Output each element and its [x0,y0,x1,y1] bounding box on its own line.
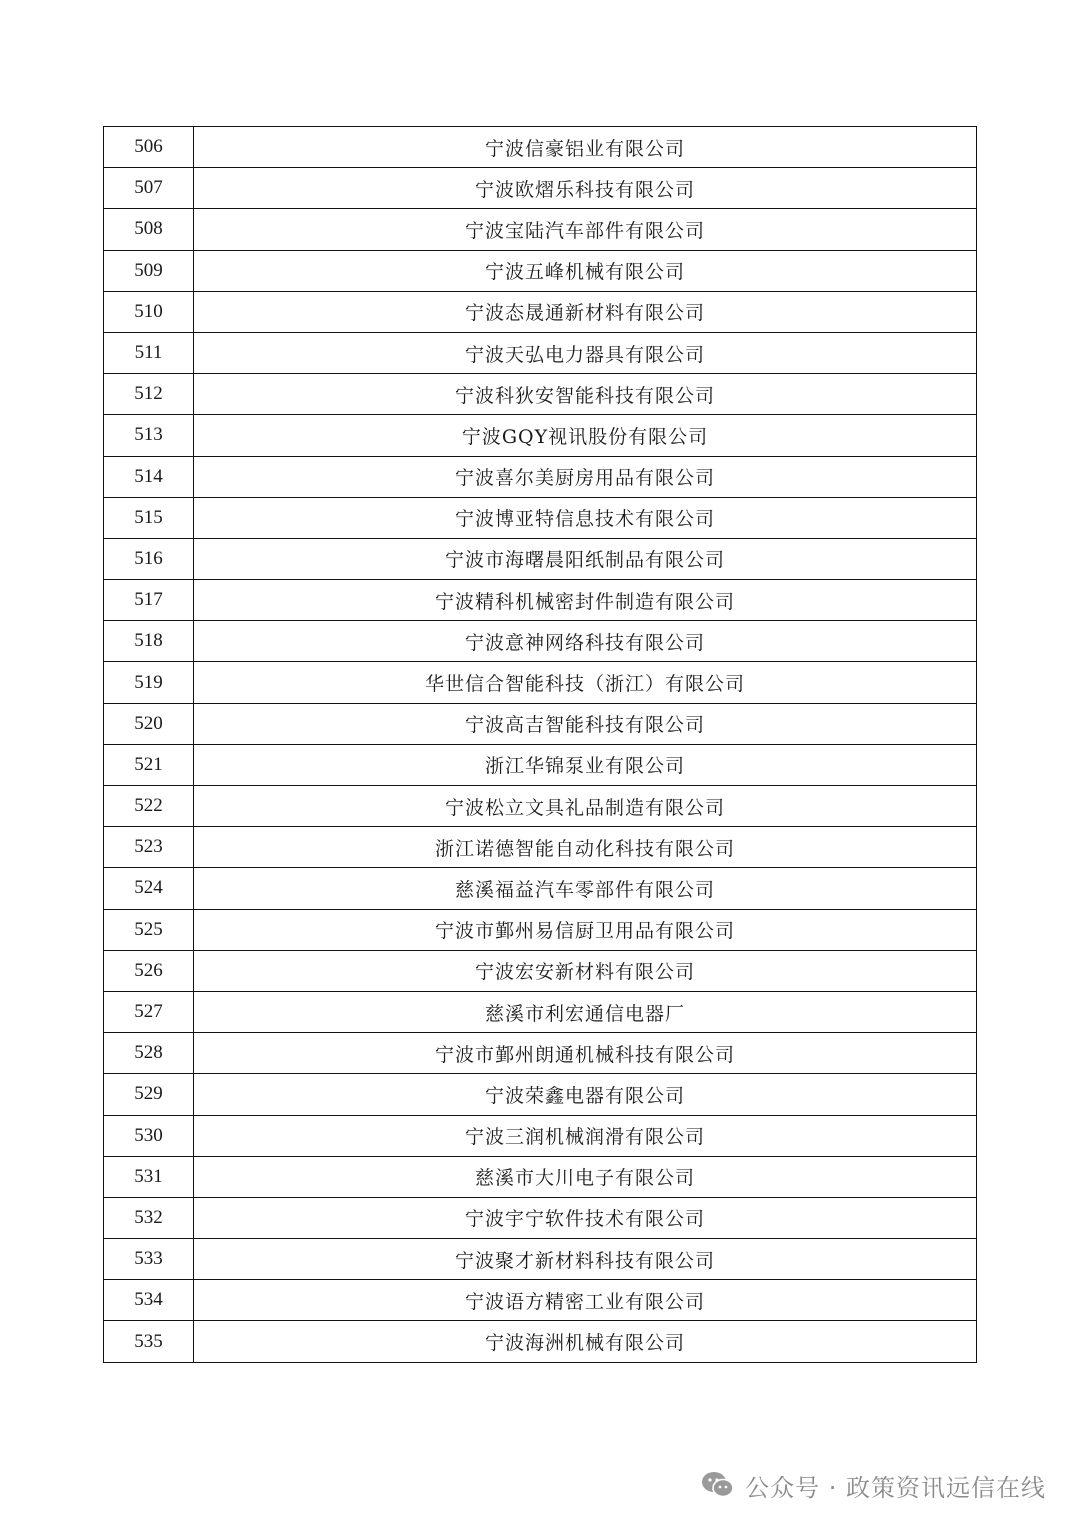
table-row [104,827,977,868]
row-number: 527 [104,991,194,1032]
company-name: 慈溪市大川电子有限公司 [194,1156,977,1197]
table-row [104,580,977,621]
table-row [104,868,977,909]
row-number: 535 [104,1321,194,1362]
table-row [104,168,977,209]
row-number: 531 [104,1156,194,1197]
company-name: 宁波三润机械润滑有限公司 [194,1115,977,1156]
table-row [104,786,977,827]
company-name: 宁波欧熠乐科技有限公司 [194,168,977,209]
table-row [104,1321,977,1362]
table-row [104,127,977,168]
table-row [104,1033,977,1074]
table-row [104,1280,977,1321]
company-name: 宁波宇宁软件技术有限公司 [194,1197,977,1238]
row-number: 513 [104,415,194,456]
company-name: 宁波意神网络科技有限公司 [194,621,977,662]
row-number: 511 [104,332,194,373]
company-name: 宁波天弘电力器具有限公司 [194,332,977,373]
table-row [104,950,977,991]
table-row [104,1074,977,1115]
company-name: 宁波喜尔美厨房用品有限公司 [194,456,977,497]
company-name: 宁波信豪铝业有限公司 [194,127,977,168]
row-number: 515 [104,497,194,538]
table-row [104,332,977,373]
table-row [104,744,977,785]
company-name: 宁波市海曙晨阳纸制品有限公司 [194,538,977,579]
wechat-icon [701,1470,735,1500]
table-row [104,1156,977,1197]
company-name: 华世信合智能科技（浙江）有限公司 [194,662,977,703]
watermark [701,1465,1046,1505]
company-name: 宁波松立文具礼品制造有限公司 [194,786,977,827]
company-name: 宁波科狄安智能科技有限公司 [194,374,977,415]
company-name: 宁波GQY视讯股份有限公司 [194,415,977,456]
row-number: 518 [104,621,194,662]
row-number: 509 [104,250,194,291]
company-name: 宁波市鄞州易信厨卫用品有限公司 [194,909,977,950]
row-number: 521 [104,744,194,785]
table-row [104,497,977,538]
row-number: 532 [104,1197,194,1238]
row-number: 514 [104,456,194,497]
row-number: 528 [104,1033,194,1074]
company-name: 宁波博亚特信息技术有限公司 [194,497,977,538]
table-row [104,415,977,456]
table-row [104,374,977,415]
company-name: 宁波宝陆汽车部件有限公司 [194,209,977,250]
table-row [104,291,977,332]
table-row [104,209,977,250]
company-name: 浙江诺德智能自动化科技有限公司 [194,827,977,868]
row-number: 526 [104,950,194,991]
row-number: 507 [104,168,194,209]
company-list-table-container [103,126,977,1363]
table-row [104,703,977,744]
table-row [104,991,977,1032]
row-number: 512 [104,374,194,415]
row-number: 525 [104,909,194,950]
company-name: 宁波语方精密工业有限公司 [194,1280,977,1321]
row-number: 517 [104,580,194,621]
company-list-body [104,127,977,1363]
table-row [104,1239,977,1280]
row-number: 522 [104,786,194,827]
table-row [104,662,977,703]
company-name: 宁波态晟通新材料有限公司 [194,291,977,332]
row-number: 529 [104,1074,194,1115]
company-name: 宁波聚才新材料科技有限公司 [194,1239,977,1280]
table-row [104,538,977,579]
watermark-text: 公众号 · 政策资讯远信在线 [745,1473,1046,1502]
table-row [104,1115,977,1156]
row-number: 510 [104,291,194,332]
company-list-table [103,126,977,1363]
table-row [104,1197,977,1238]
row-number: 506 [104,127,194,168]
company-name: 宁波市鄞州朗通机械科技有限公司 [194,1033,977,1074]
row-number: 523 [104,827,194,868]
company-name: 宁波五峰机械有限公司 [194,250,977,291]
company-name: 宁波高吉智能科技有限公司 [194,703,977,744]
table-row [104,909,977,950]
row-number: 534 [104,1280,194,1321]
row-number: 519 [104,662,194,703]
row-number: 508 [104,209,194,250]
table-row [104,621,977,662]
row-number: 533 [104,1239,194,1280]
row-number: 516 [104,538,194,579]
company-name: 慈溪市利宏通信电器厂 [194,991,977,1032]
company-name: 浙江华锦泵业有限公司 [194,744,977,785]
company-name: 宁波精科机械密封件制造有限公司 [194,580,977,621]
company-name: 宁波海洲机械有限公司 [194,1321,977,1362]
company-name: 宁波荣鑫电器有限公司 [194,1074,977,1115]
row-number: 520 [104,703,194,744]
table-row [104,250,977,291]
company-name: 宁波宏安新材料有限公司 [194,950,977,991]
table-row [104,456,977,497]
row-number: 524 [104,868,194,909]
company-name: 慈溪福益汽车零部件有限公司 [194,868,977,909]
row-number: 530 [104,1115,194,1156]
